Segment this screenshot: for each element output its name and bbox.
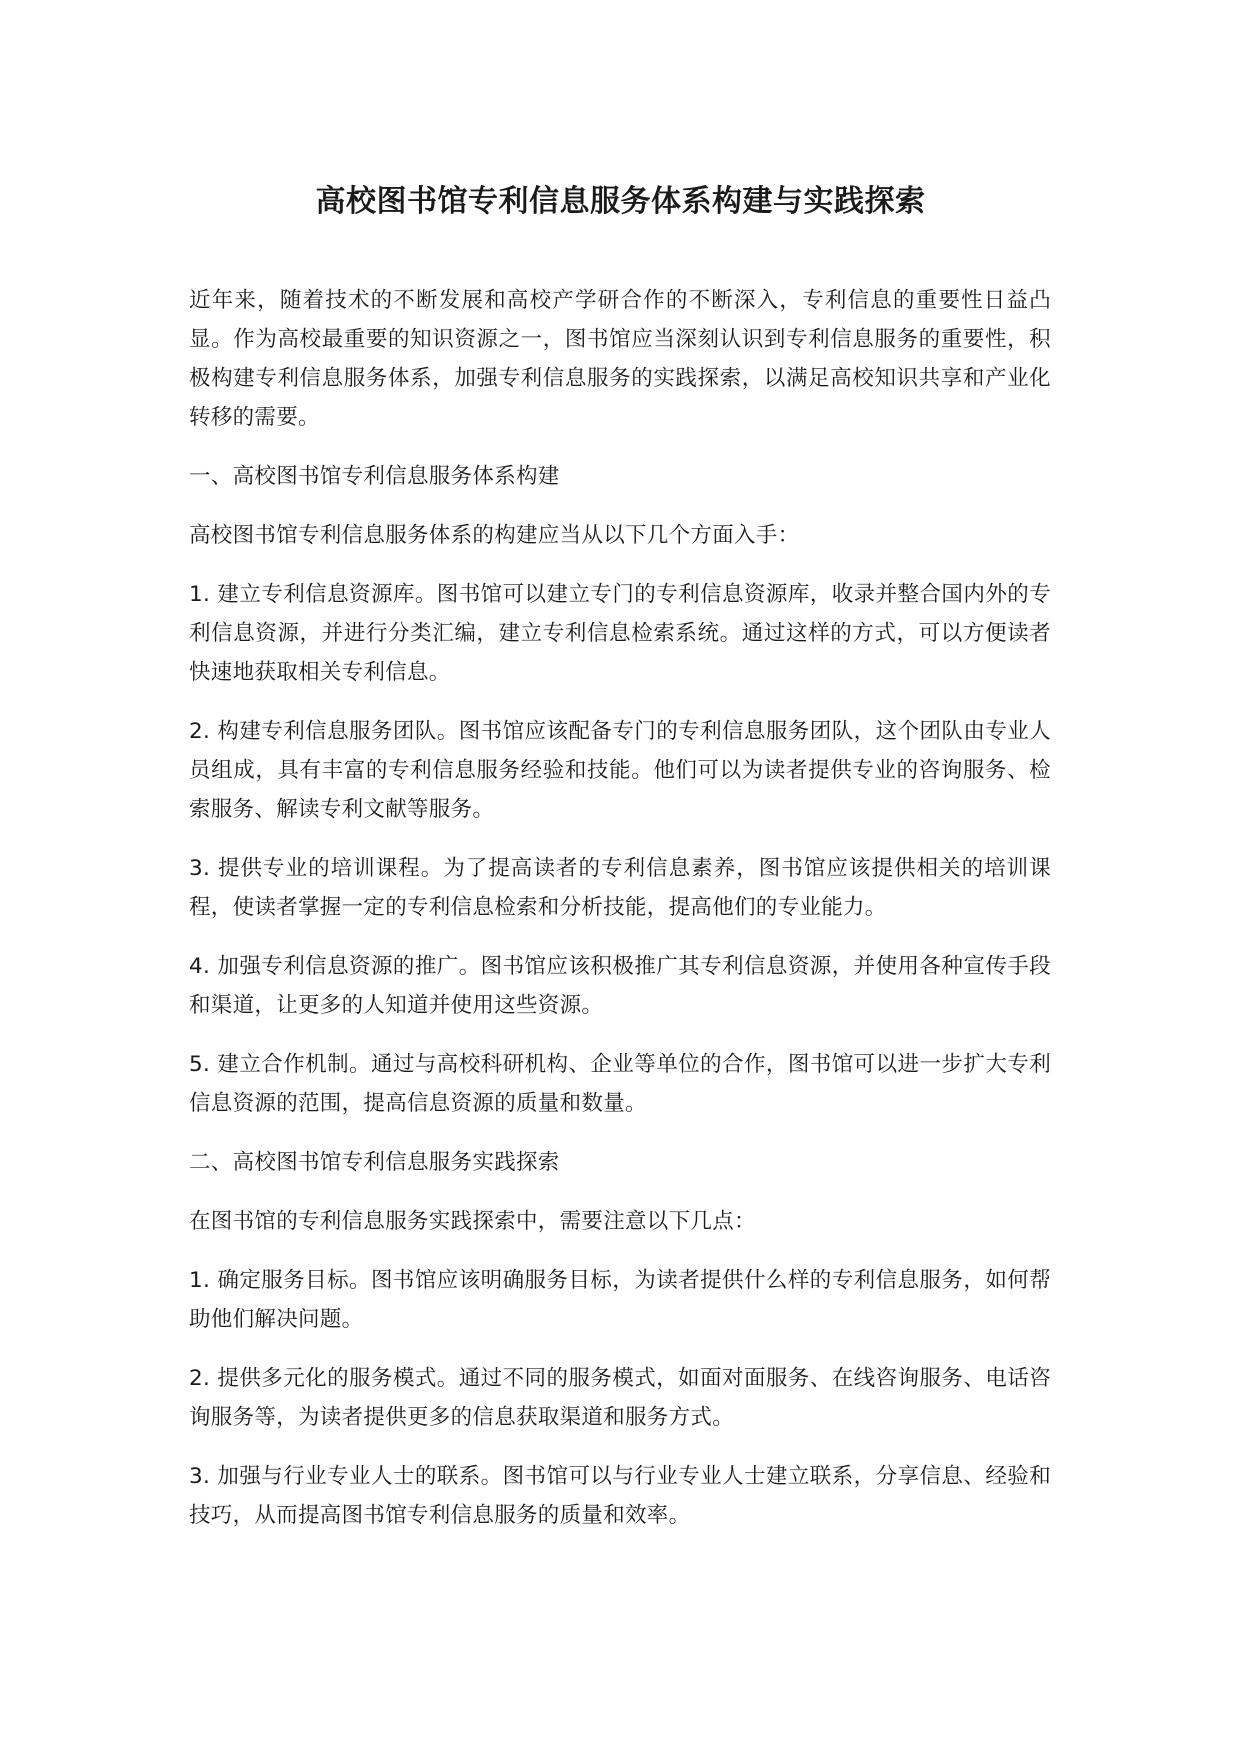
list-item: 1. 建立专利信息资源库。图书馆可以建立专门的专利信息资源库，收录并整合国内外的专利信息资源，并进行分类汇编，建立专利信息检索系统。通过这样的方式，可以方便读者快速地获取相关专利信息。 [189,582,1051,685]
list-item: 4. 加强专利信息资源的推广。图书馆应该积极推广其专利信息资源，并使用各种宣传手段和渠道，让更多的人知道并使用这些资源。 [189,954,1051,1018]
list-item: 3. 提供专业的培训课程。为了提高读者的专利信息素养，图书馆应该提供相关的培训课程，使读者掌握一定的专利信息检索和分析技能，提高他们的专业能力。 [189,856,1051,920]
document-body [189,281,1051,1555]
list-item: 5. 建立合作机制。通过与高校科研机构、企业等单位的合作，图书馆可以进一步扩大专利信息资源的范围，提高信息资源的质量和数量。 [189,1052,1051,1116]
section-2-lead: 在图书馆的专利信息服务实践探索中，需要注意以下几点： [189,1209,756,1234]
list-item: 3. 加强与行业专业人士的联系。图书馆可以与行业专业人士建立联系，分享信息、经验和技巧，从而提高图书馆专利信息服务的质量和效率。 [189,1464,1051,1528]
document-title: 高校图书馆专利信息服务体系构建与实践探索 [315,184,926,219]
section-1-lead: 高校图书馆专利信息服务体系的构建应当从以下几个方面入手： [189,523,800,548]
list-item: 2. 构建专利信息服务团队。图书馆应该配备专门的专利信息服务团队，这个团队由专业人员组成，具有丰富的专利信息服务经验和技能。他们可以为读者提供专业的咨询服务、检索服务、解读专利文献等服务。 [189,719,1051,822]
section-heading-1: 一、高校图书馆专利信息服务体系构建 [189,464,560,489]
list-item: 2. 提供多元化的服务模式。通过不同的服务模式，如面对面服务、在线咨询服务、电话咨询服务等，为读者提供更多的信息获取渠道和服务方式。 [189,1366,1051,1430]
intro-paragraph: 近年来，随着技术的不断发展和高校产学研合作的不断深入，专利信息的重要性日益凸显。作为高校最重要的知识资源之一，图书馆应当深刻认识到专利信息服务的重要性，积极构建专利信息服务体系，加强专利信息服务的实践探索，以满足高校知识共享和产业化转移的需要。 [189,288,1051,430]
list-item: 1. 确定服务目标。图书馆应该明确服务目标，为读者提供什么样的专利信息服务，如何帮助他们解决问题。 [189,1268,1051,1332]
section-heading-2: 二、高校图书馆专利信息服务实践探索 [189,1150,560,1175]
